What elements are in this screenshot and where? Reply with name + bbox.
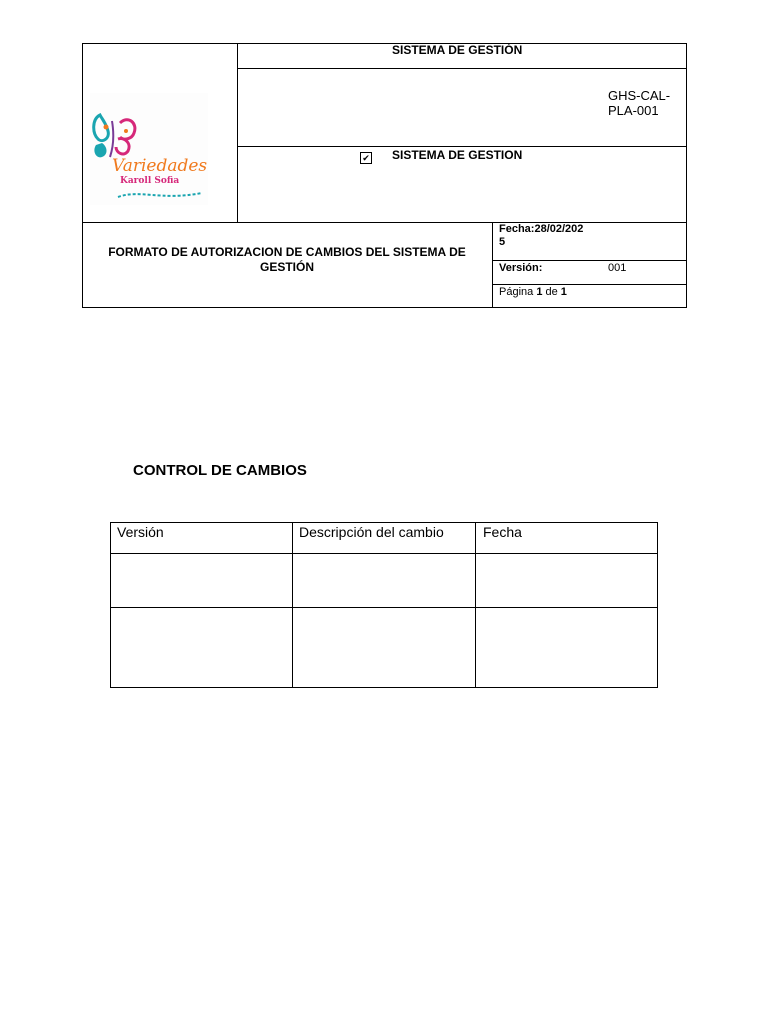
logo-sub-text: Karoll Sofia [120, 176, 180, 186]
company-logo [90, 93, 208, 205]
column-header-description: Descripción del cambio [299, 524, 444, 540]
fecha-line2: 5 [499, 236, 506, 248]
column-header-date: Fecha [483, 524, 522, 540]
change-control-table [110, 522, 658, 688]
version-label: Versión: [499, 262, 543, 274]
page-de: de [542, 286, 561, 298]
document-code-line2: PLA-001 [608, 103, 659, 118]
header-divider-logo [237, 43, 238, 222]
page-total: 1 [560, 286, 567, 298]
fecha-line1: Fecha:28/02/202 [499, 223, 584, 235]
header-divider-2 [237, 146, 687, 147]
format-title-line1: FORMATO DE AUTORIZACION DE CAMBIOS DEL SISTEMA DE [108, 245, 466, 259]
section-title: CONTROL DE CAMBIOS [133, 462, 307, 479]
format-title-line2: GESTIÓN [259, 260, 314, 274]
header-divider-meta [492, 222, 493, 308]
page-indicator [499, 285, 567, 299]
header-divider-1 [237, 68, 687, 69]
document-code-line1: GHS-CAL- [608, 88, 671, 103]
header-title-top: SISTEMA DE GESTIÓN [392, 43, 523, 57]
cc-col-divider-1 [292, 522, 293, 688]
cc-row-divider-2 [110, 607, 658, 608]
checkbox-icon: ✔ [360, 152, 372, 164]
header-title-mid: SISTEMA DE GESTION [392, 148, 523, 162]
page-current: 1 [536, 286, 543, 298]
page-prefix: Página [499, 286, 537, 298]
column-header-version: Versión [117, 524, 164, 540]
cc-row-divider-1 [110, 553, 658, 554]
header-divider-3 [82, 222, 687, 223]
logo-brand-text: Variedades [112, 156, 208, 176]
version-value: 001 [608, 262, 627, 274]
cc-col-divider-2 [475, 522, 476, 688]
